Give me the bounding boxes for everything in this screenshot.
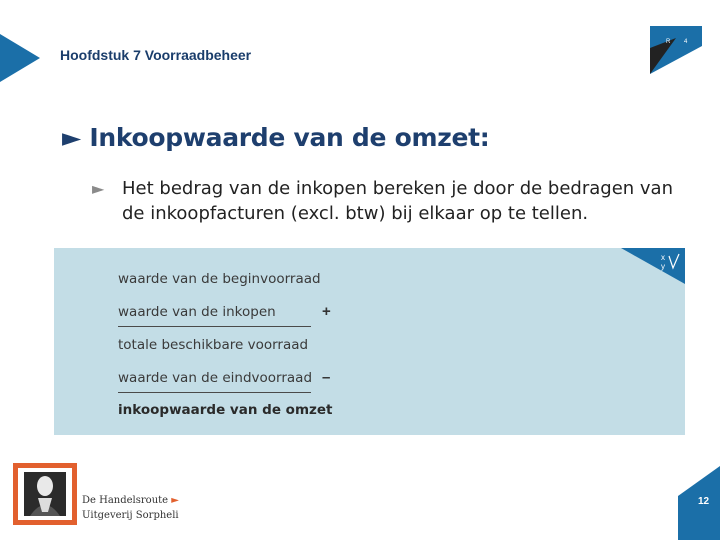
calc-row-beschikbaar: totale beschikbare voorraad [118, 337, 309, 353]
calc-row-inkopen: waarde van de inkopen [118, 304, 276, 320]
logo-label-right: 4 [684, 39, 688, 45]
calc-op-plus: + [322, 303, 331, 320]
portrait-icon [18, 468, 72, 520]
bullet-icon: ► [92, 179, 105, 198]
slide-heading: ► Inkoopwaarde van de omzet: [62, 123, 490, 152]
calc-row-eindvoorraad: waarde van de eindvoorraad [118, 370, 313, 386]
svg-text:x: x [661, 253, 665, 262]
logo-label-left: R [666, 39, 671, 45]
slide-body-text: Het bedrag van de inkopen bereken je door de bedragen van de inkoopfacturen (excl. btw) bij elkaar op te tellen. [122, 178, 673, 224]
calc-divider [118, 326, 311, 327]
brand-name [82, 495, 179, 506]
calc-divider [118, 392, 311, 393]
page-number: 12 [698, 496, 710, 507]
publisher-portrait-logo [13, 463, 77, 525]
brand-name-text: De Handelsroute [82, 495, 169, 506]
publisher-name: Uitgeverij Sorpheli [82, 510, 179, 521]
calc-row-result: inkoopwaarde van de omzet [118, 402, 333, 418]
corner-triangle-decoration [0, 34, 40, 82]
brand-arrow-icon: ► [171, 495, 179, 506]
formula-xy-icon [621, 248, 685, 284]
chapter-title: Hoofdstuk 7 Voorraadbeheer [60, 47, 252, 63]
calculation-panel [54, 248, 685, 435]
publisher-logo-top-right [650, 26, 702, 74]
calc-op-minus: – [322, 369, 331, 386]
svg-text:y: y [661, 262, 665, 271]
slide-body [92, 176, 692, 226]
calc-row-beginvoorraad: waarde van de beginvoorraad [118, 271, 321, 287]
